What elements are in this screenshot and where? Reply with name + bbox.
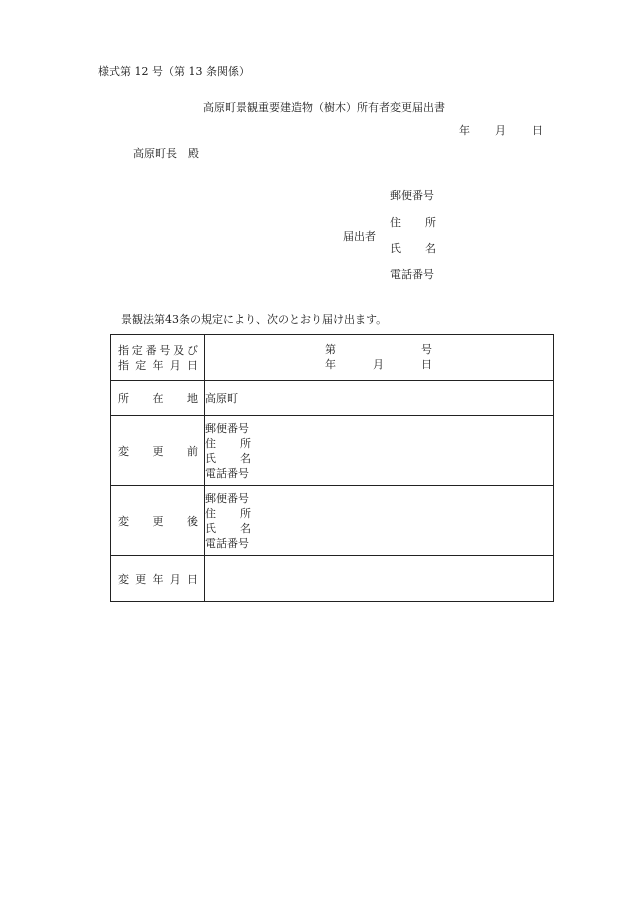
- before-phone-label: 電話番号: [205, 466, 249, 480]
- after-change-label-cell: [111, 486, 205, 556]
- char: 日: [187, 358, 198, 372]
- char: 名: [240, 521, 251, 535]
- table-row-location: [111, 381, 554, 416]
- before-postal-code-label: 郵便番号: [205, 421, 249, 435]
- after-address-label: [205, 506, 251, 521]
- date-month-label: 月: [495, 124, 506, 137]
- location-value-cell[interactable]: [205, 381, 554, 416]
- char: 月: [169, 572, 181, 586]
- table-row-change-date: [111, 556, 554, 602]
- char: 番: [145, 343, 157, 357]
- char: 指: [118, 358, 129, 372]
- table-row-designation: [111, 335, 554, 381]
- applicant-label: 届出者: [343, 230, 376, 243]
- statement-text: 景観法第43条の規定により、次のとおり届け出ます。: [121, 313, 388, 326]
- char: 更: [152, 514, 164, 528]
- char: 変: [118, 572, 129, 586]
- designation-dai-label: 第: [325, 342, 336, 356]
- change-date-value-cell[interactable]: [205, 556, 554, 602]
- char: 地: [187, 392, 198, 405]
- char: 氏: [205, 451, 216, 465]
- char: び: [186, 343, 198, 357]
- char: 在: [152, 392, 164, 405]
- char: 所: [425, 216, 436, 229]
- char: 前: [187, 444, 198, 458]
- date-year-label: 年: [459, 124, 470, 137]
- char: 後: [187, 514, 198, 528]
- char: 指: [118, 343, 129, 357]
- notification-table: [110, 334, 554, 602]
- char: 年: [152, 358, 164, 372]
- location-label-cell: [111, 381, 205, 416]
- after-postal-code-label: 郵便番号: [205, 491, 249, 505]
- designation-label-cell: [111, 335, 205, 381]
- char: 所: [240, 506, 251, 520]
- before-name-label: [205, 451, 251, 466]
- char: 更: [152, 444, 164, 458]
- designation-label-line1: [118, 343, 198, 358]
- table-row-before-change: [111, 416, 554, 486]
- char: 及: [173, 343, 185, 357]
- char: 氏: [205, 521, 216, 535]
- designation-value-cell[interactable]: [205, 335, 554, 381]
- applicant-address-label: [390, 217, 436, 228]
- applicant-postal-code-label: 郵便番号: [390, 189, 434, 202]
- char: 所: [118, 392, 129, 405]
- addressee: 高原町長 殿: [133, 147, 199, 160]
- char: 号: [159, 343, 171, 357]
- char: 更: [135, 572, 147, 586]
- designation-day-label: 日: [421, 357, 432, 371]
- char: 所: [240, 436, 251, 450]
- before-change-value-cell[interactable]: [205, 416, 554, 486]
- applicant-name-label: [390, 243, 436, 254]
- char: 住: [205, 506, 216, 520]
- after-phone-label: 電話番号: [205, 536, 249, 550]
- form-number: 様式第 12 号（第 13 条関係）: [98, 65, 250, 78]
- change-date-label-cell: [111, 556, 205, 602]
- char: 氏: [390, 242, 401, 255]
- char: 変: [118, 514, 129, 528]
- before-change-label-cell: [111, 416, 205, 486]
- char: 住: [205, 436, 216, 450]
- char: 変: [118, 444, 129, 458]
- designation-go-label: 号: [421, 342, 432, 356]
- char: 名: [240, 451, 251, 465]
- after-change-value-cell[interactable]: [205, 486, 554, 556]
- after-name-label: [205, 521, 251, 536]
- char: 年: [152, 572, 164, 586]
- table-row-after-change: [111, 486, 554, 556]
- location-value: 高原町: [205, 392, 238, 405]
- char: 日: [187, 572, 198, 586]
- char: 名: [425, 242, 436, 255]
- designation-label-line2: [118, 358, 198, 373]
- form-title: 高原町景観重要建造物（樹木）所有者変更届出書: [203, 101, 445, 114]
- char: 定: [135, 358, 147, 372]
- date-day-label: 日: [532, 124, 543, 137]
- designation-month-label: 月: [373, 357, 384, 371]
- char: 住: [390, 216, 401, 229]
- applicant-phone-label: 電話番号: [390, 268, 434, 281]
- before-address-label: [205, 436, 251, 451]
- char: 月: [169, 358, 181, 372]
- char: 定: [131, 343, 143, 357]
- designation-year-label: 年: [325, 357, 336, 371]
